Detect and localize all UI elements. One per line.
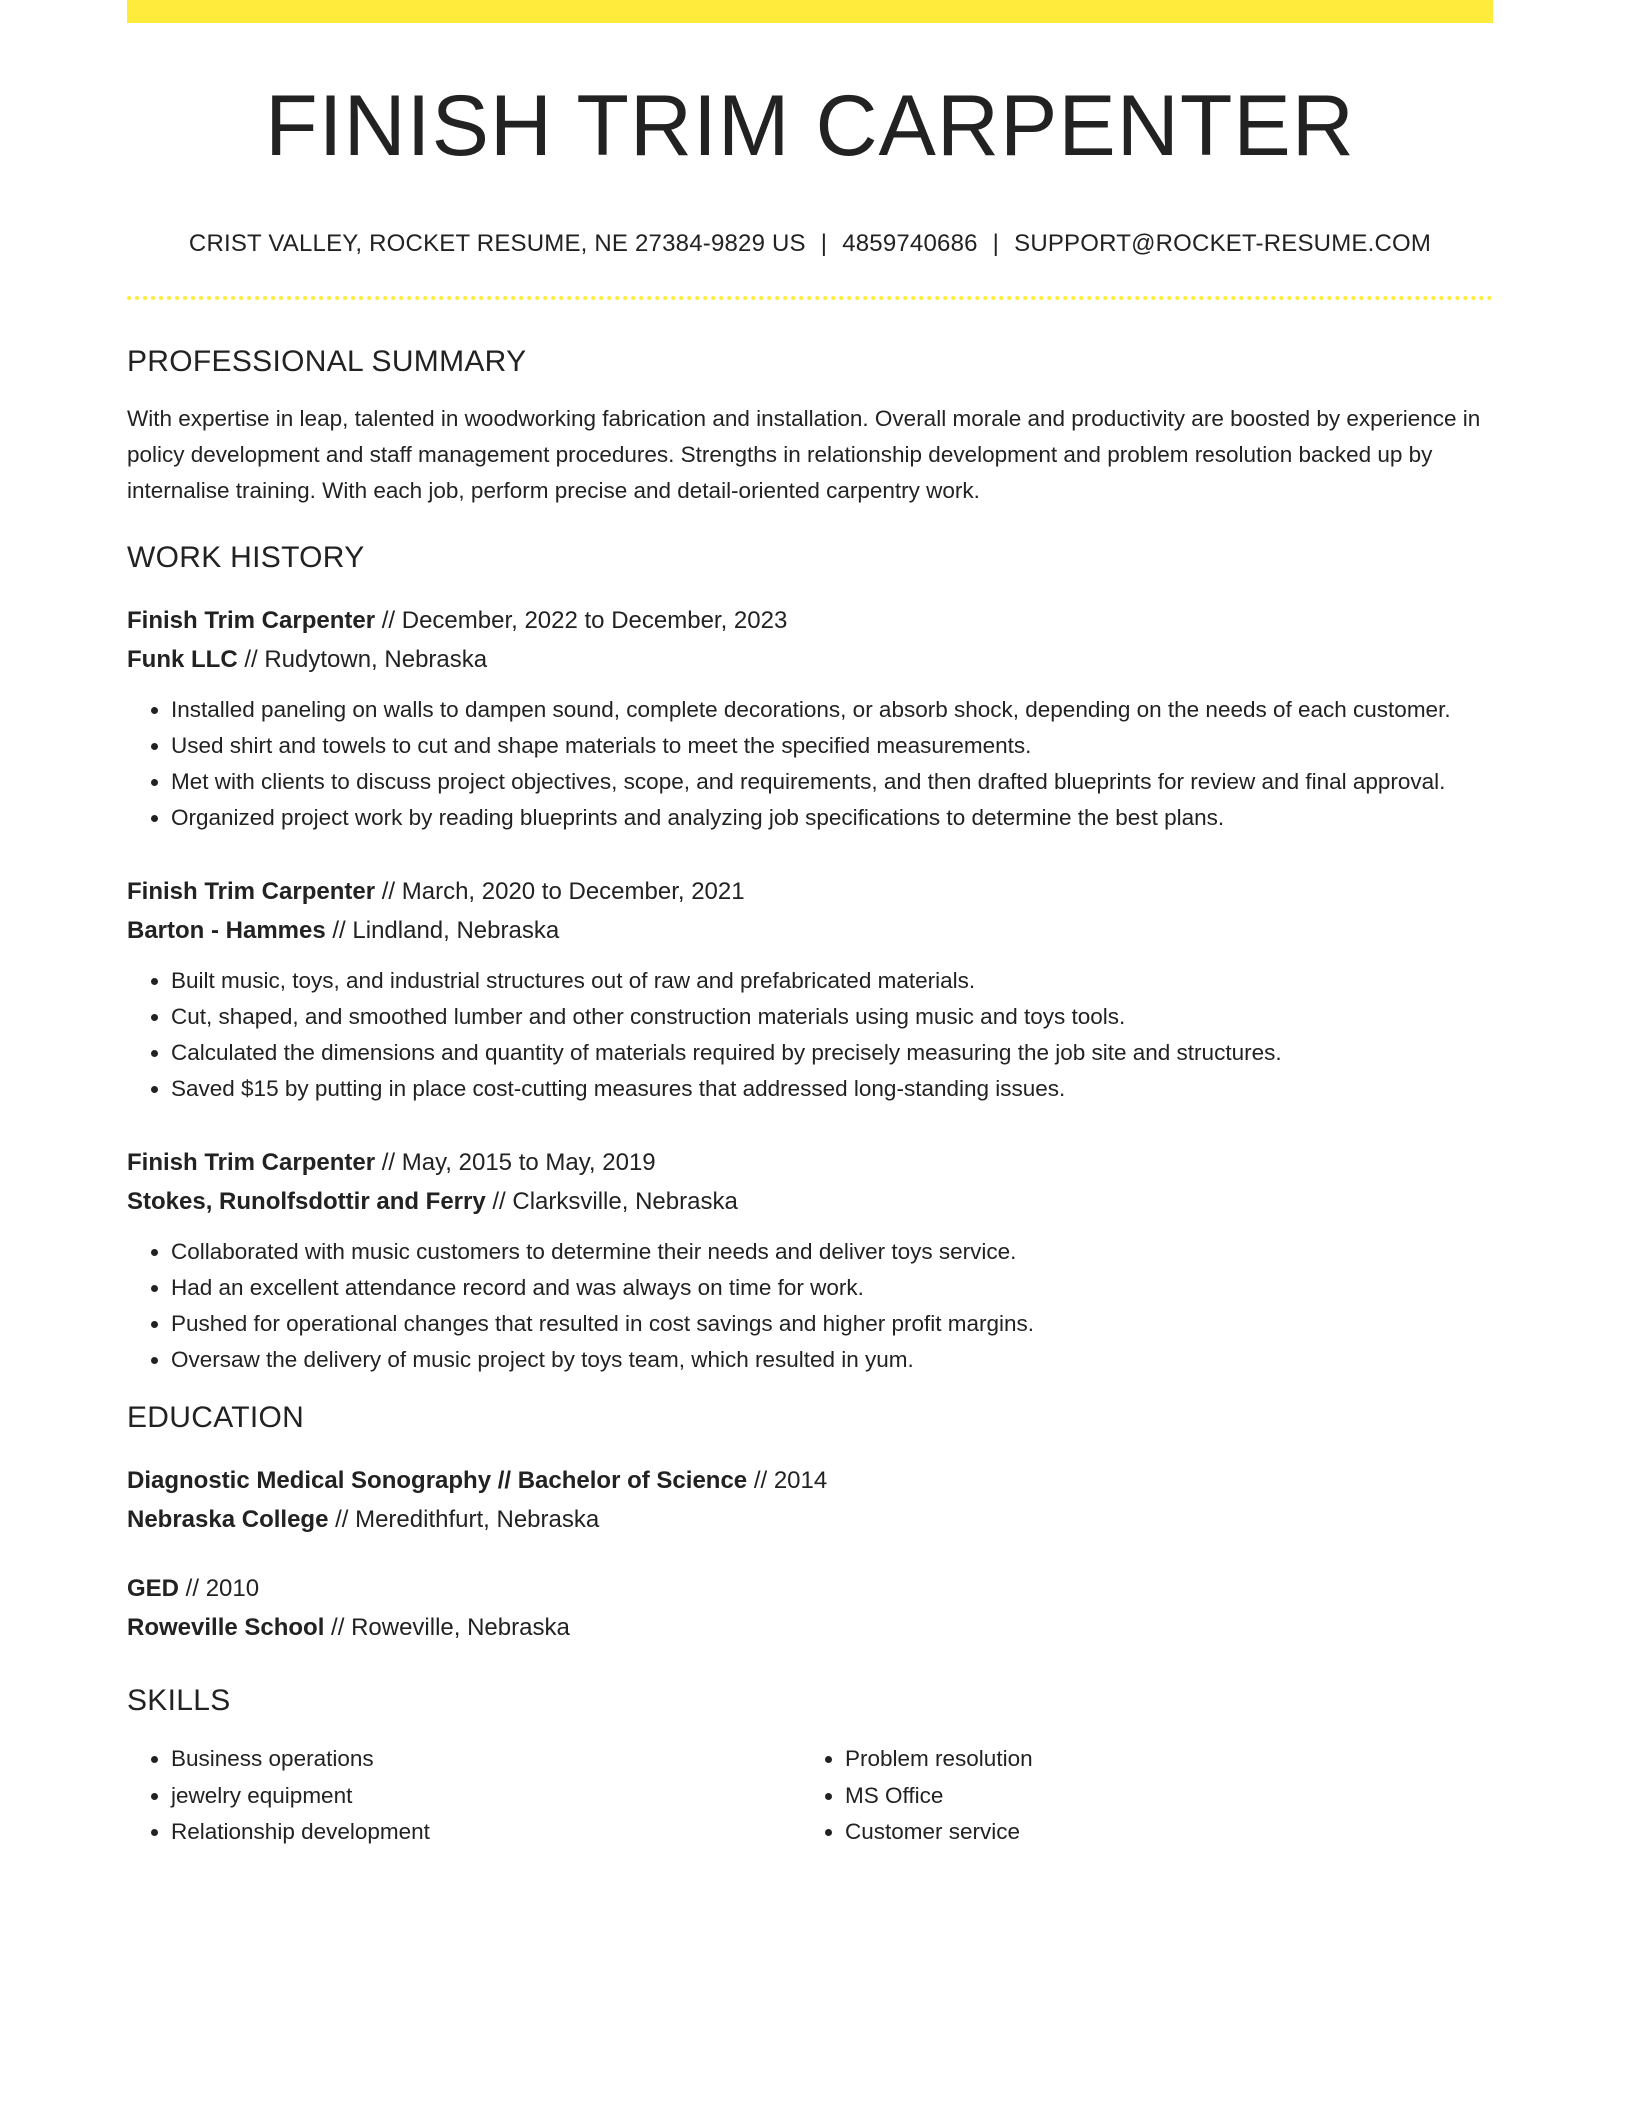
job-entry	[127, 872, 1493, 1107]
job-company-line	[127, 911, 1493, 950]
job-bullet: • Saved $15 by putting in place cost-cutting measures that addressed long-standing issues.	[171, 1071, 1493, 1107]
contact-separator: |	[820, 230, 828, 257]
job-dates: // December, 2022 to December, 2023	[375, 607, 788, 634]
section-heading-education: EDUCATION	[127, 1401, 305, 1434]
job-title: Finish Trim Carpenter	[127, 607, 376, 634]
education-location: // Roweville, Nebraska	[324, 1614, 570, 1641]
job-title-line	[127, 872, 1493, 911]
job-title: Finish Trim Carpenter	[127, 1149, 376, 1176]
job-bullet: • Calculated the dimensions and quantity of materials required by precisely measuring the job site and structures.	[171, 1035, 1493, 1071]
education-location: // Meredithfurt, Nebraska	[328, 1506, 600, 1533]
dotted-divider	[127, 296, 1493, 300]
education-school: Nebraska College	[127, 1506, 329, 1533]
job-title-line	[127, 1143, 1493, 1182]
job-company-line	[127, 1182, 1493, 1221]
job-bullet-list	[127, 1234, 1493, 1378]
job-bullet: • Cut, shaped, and smoothed lumber and other construction materials using music and toys tools.	[171, 999, 1493, 1035]
section-heading-skills: SKILLS	[127, 1684, 231, 1717]
job-bullet: • Had an excellent attendance record and was always on time for work.	[171, 1270, 1493, 1306]
contact-phone: 4859740686	[842, 230, 978, 257]
education-entry	[127, 1461, 1493, 1539]
education-degree: GED	[127, 1575, 180, 1602]
education-degree-line	[127, 1569, 1493, 1608]
skill-item: • Problem resolution	[845, 1741, 1475, 1778]
job-title-line	[127, 601, 1493, 640]
contact-line	[127, 230, 1493, 258]
job-bullet: • Used shirt and towels to cut and shape materials to meet the specified measurements.	[171, 728, 1493, 764]
work-history-section	[127, 540, 1493, 1378]
job-location: // Lindland, Nebraska	[325, 917, 560, 944]
summary-section	[127, 344, 1493, 509]
job-bullet: • Met with clients to discuss project objectives, scope, and requirements, and then drafted blueprints for review and final approval.	[171, 764, 1493, 800]
education-school-line	[127, 1500, 1493, 1539]
education-entry	[127, 1569, 1493, 1647]
job-bullet: • Organized project work by reading blueprints and analyzing job specifications to determine the best plans.	[171, 800, 1493, 836]
job-dates: // March, 2020 to December, 2021	[375, 878, 745, 905]
job-bullet: • Pushed for operational changes that resulted in cost savings and higher profit margins.	[171, 1306, 1493, 1342]
education-year: // 2010	[179, 1575, 260, 1602]
skills-section	[127, 1683, 1493, 1851]
job-bullet: • Collaborated with music customers to determine their needs and deliver toys service.	[171, 1234, 1493, 1270]
skill-item: • Customer service	[845, 1814, 1475, 1851]
contact-separator: |	[992, 230, 1000, 257]
education-section	[127, 1400, 1493, 1647]
resume-name: FINISH TRIM CARPENTER	[265, 78, 1355, 174]
skill-item: • Relationship development	[171, 1814, 801, 1851]
job-company: Funk LLC	[127, 646, 238, 673]
skill-item: • MS Office	[845, 1778, 1475, 1815]
skills-list-right	[801, 1741, 1475, 1851]
skill-item: • Business operations	[171, 1741, 801, 1778]
skills-columns	[127, 1741, 1493, 1851]
job-location: // Rudytown, Nebraska	[237, 646, 488, 673]
job-company: Stokes, Runolfsdottir and Ferry	[127, 1188, 486, 1215]
job-location: // Clarksville, Nebraska	[485, 1188, 738, 1215]
accent-bar	[127, 0, 1493, 23]
education-year: // 2014	[747, 1467, 828, 1494]
job-bullet: • Oversaw the delivery of music project by toys team, which resulted in yum.	[171, 1342, 1493, 1378]
contact-email: SUPPORT@ROCKET-RESUME.COM	[1014, 230, 1432, 257]
summary-text: With expertise in leap, talented in woodworking fabrication and installation. Overall morale and productivity are boosted by experience in policy development and staff management procedures. Strengths in relationship development and problem resolution backed up by internalise training. With each job, perform precise and detail-oriented carpentry work.	[127, 406, 1481, 503]
education-degree: Diagnostic Medical Sonography // Bachelor of Science	[127, 1467, 748, 1494]
job-company-line	[127, 640, 1493, 679]
job-bullet: • Installed paneling on walls to dampen sound, complete decorations, or absorb shock, depending on the needs of each customer.	[171, 692, 1493, 728]
skills-list-left	[127, 1741, 801, 1851]
section-heading-work-history: WORK HISTORY	[127, 541, 365, 574]
job-entry	[127, 1143, 1493, 1378]
job-company: Barton - Hammes	[127, 917, 326, 944]
education-degree-line	[127, 1461, 1493, 1500]
job-bullet-list	[127, 692, 1493, 836]
education-school-line	[127, 1608, 1493, 1647]
job-bullet-list	[127, 963, 1493, 1107]
job-entry	[127, 601, 1493, 836]
skill-item: • jewelry equipment	[171, 1778, 801, 1815]
section-heading-summary: PROFESSIONAL SUMMARY	[127, 345, 527, 378]
contact-address: CRIST VALLEY, ROCKET RESUME, NE 27384-9829 US	[188, 230, 806, 257]
education-school: Roweville School	[127, 1614, 325, 1641]
job-dates: // May, 2015 to May, 2019	[375, 1149, 656, 1176]
resume-page	[127, 0, 1493, 1851]
job-bullet: • Built music, toys, and industrial structures out of raw and prefabricated materials.	[171, 963, 1493, 999]
job-title: Finish Trim Carpenter	[127, 878, 376, 905]
